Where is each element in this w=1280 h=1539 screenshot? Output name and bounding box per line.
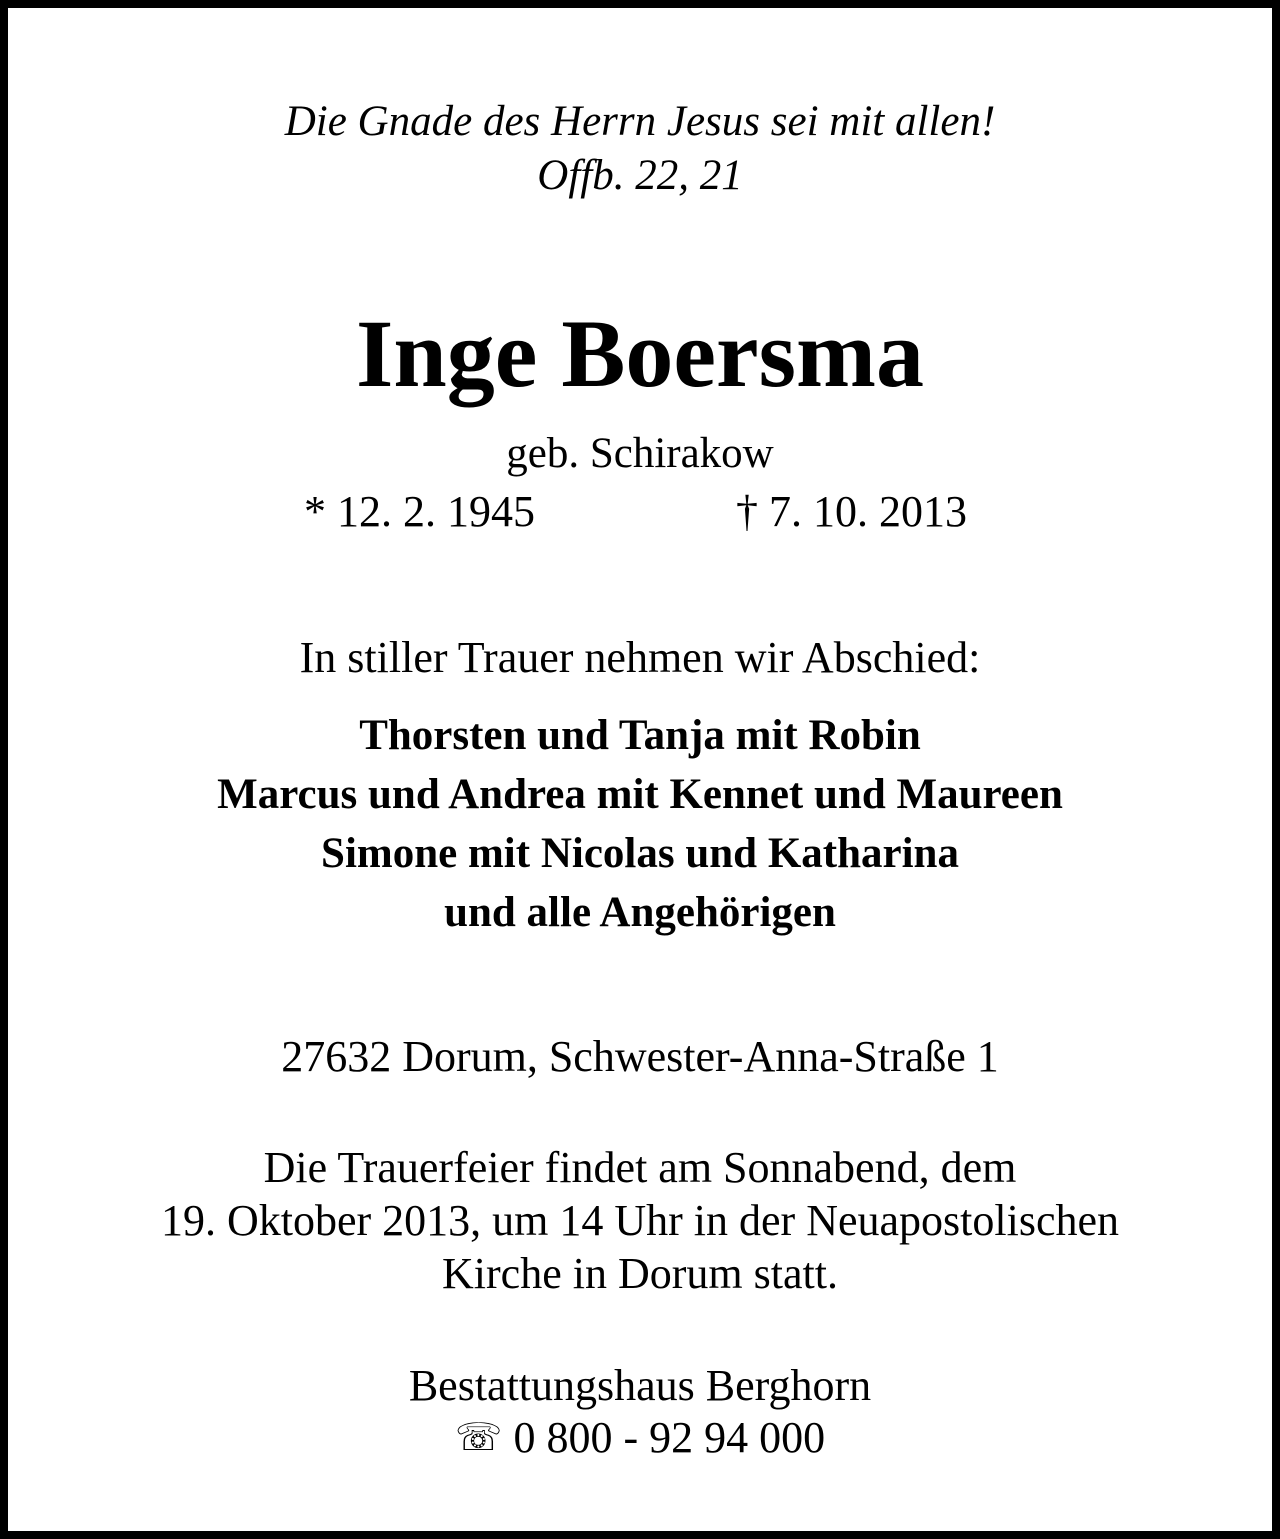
death-date: † 7. 10. 2013 (736, 487, 967, 536)
bible-verse: Die Gnade des Herrn Jesus sei mit allen! (284, 98, 996, 145)
undertaker-name: Bestattungshaus Berghorn (408, 1361, 872, 1410)
service-line: Kirche in Dorum statt. (442, 1249, 838, 1298)
mourning-intro: In stiller Trauer nehmen wir Abschied: (299, 633, 981, 682)
address: 27632 Dorum, Schwester-Anna-Straße 1 (281, 1032, 999, 1081)
verse-reference: Offb. 22, 21 (537, 152, 743, 199)
mourner-line: Thorsten und Tanja mit Robin (359, 712, 921, 759)
service-line: 19. Oktober 2013, um 14 Uhr in der Neuapostolischen (160, 1196, 1120, 1245)
mourner-line: Marcus und Andrea mit Kennet und Maureen (217, 771, 1063, 818)
mourner-line: Simone mit Nicolas und Katharina (321, 830, 959, 877)
telephone-icon: ☏ (454, 1417, 503, 1459)
mourner-line: und alle Angehörigen (444, 889, 836, 936)
service-line: Die Trauerfeier findet am Sonnabend, dem (263, 1143, 1017, 1192)
deceased-name: Inge Boersma (356, 300, 924, 407)
undertaker-phone: 0 800 - 92 94 000 (513, 1413, 826, 1462)
birth-date: * 12. 2. 1945 (304, 487, 535, 536)
undertaker-phone-row (8, 1413, 1272, 1462)
birth-name: geb. Schirakow (506, 430, 774, 477)
